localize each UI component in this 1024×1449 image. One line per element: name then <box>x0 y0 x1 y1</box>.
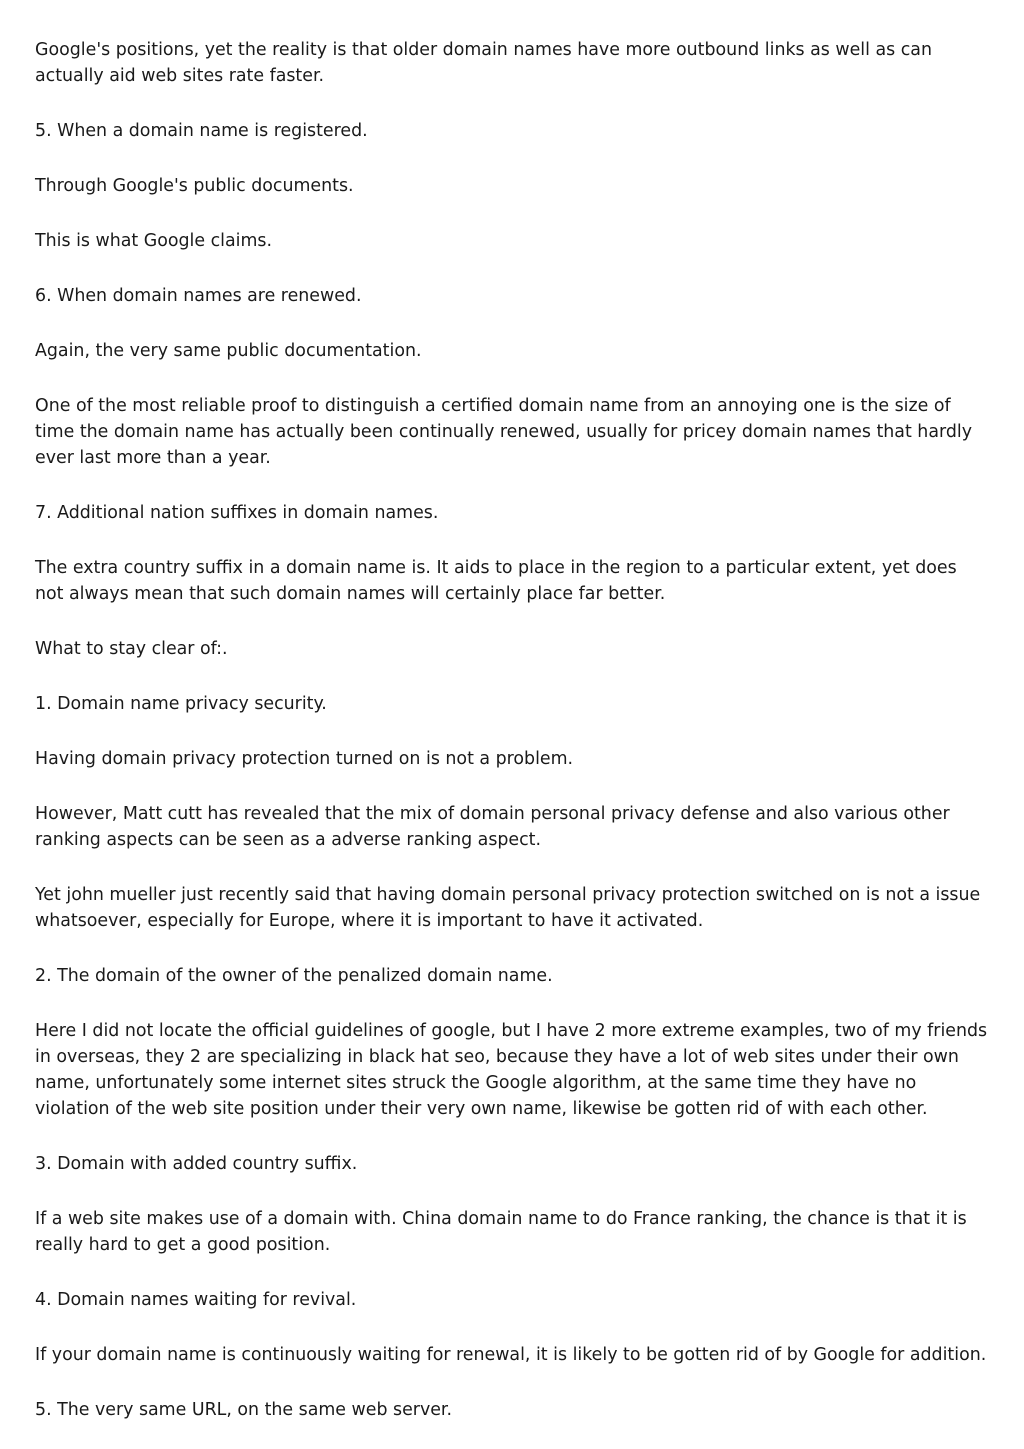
list-heading-revival: 4. Domain names waiting for revival. <box>35 1290 357 1310</box>
list-heading-country-suffix: 3. Domain with added country suffix. <box>35 1154 358 1174</box>
paragraph: Again, the very same public documentation. <box>35 341 422 361</box>
paragraph: Yet john mueller just recently said that having domain personal privacy protection switched on is not a issue whatsoever, especially for Europe, where it is important to have it activated. <box>35 885 981 931</box>
list-heading-privacy: 1. Domain name privacy security. <box>35 694 327 714</box>
paragraph: Through Google's public documents. <box>35 176 354 196</box>
paragraph: This is what Google claims. <box>35 231 272 251</box>
paragraph: However, Matt cutt has revealed that the mix of domain personal privacy defense and also various other ranking aspects can be seen as a adverse ranking aspect. <box>35 804 950 850</box>
list-heading-registered: 5. When a domain name is registered. <box>35 121 368 141</box>
list-heading-same-url: 5. The very same URL, on the same web server. <box>35 1400 453 1420</box>
list-heading-renewed: 6. When domain names are renewed. <box>35 286 362 306</box>
paragraph: The extra country suffix in a domain name is. It aids to place in the region to a particular extent, yet does not always mean that such domain names will certainly place far better. <box>35 558 957 604</box>
section-heading-avoid: What to stay clear of:. <box>35 639 228 659</box>
paragraph: If a web site makes use of a domain with. China domain name to do France ranking, the chance is that it is really hard to get a good position. <box>35 1209 967 1255</box>
paragraph: Having domain privacy protection turned on is not a problem. <box>35 749 574 769</box>
paragraph: One of the most reliable proof to distinguish a certified domain name from an annoying one is the size of time the domain name has actually been continually renewed, usually for pricey domain names that hardly ever last more than a year. <box>35 396 972 468</box>
paragraph-intro-continuation: Google's positions, yet the reality is that older domain names have more outbound links as well as can actually aid web sites rate faster. <box>35 40 932 86</box>
list-heading-penalized-owner: 2. The domain of the owner of the penalized domain name. <box>35 966 553 986</box>
paragraph: Here I did not locate the official guidelines of google, but I have 2 more extreme examples, two of my friends in overseas, they 2 are specializing in black hat seo, because they have a lot of web sites under their own name, unfortunately some internet sites struck the Google algorithm, at the same time they have no violation of the web site position under their very own name, likewise be gotten rid of with each other. <box>35 1021 988 1119</box>
paragraph: If your domain name is continuously waiting for renewal, it is likely to be gotten rid of by Google for addition. <box>35 1345 987 1365</box>
list-heading-nation-suffixes: 7. Additional nation suffixes in domain names. <box>35 503 439 523</box>
